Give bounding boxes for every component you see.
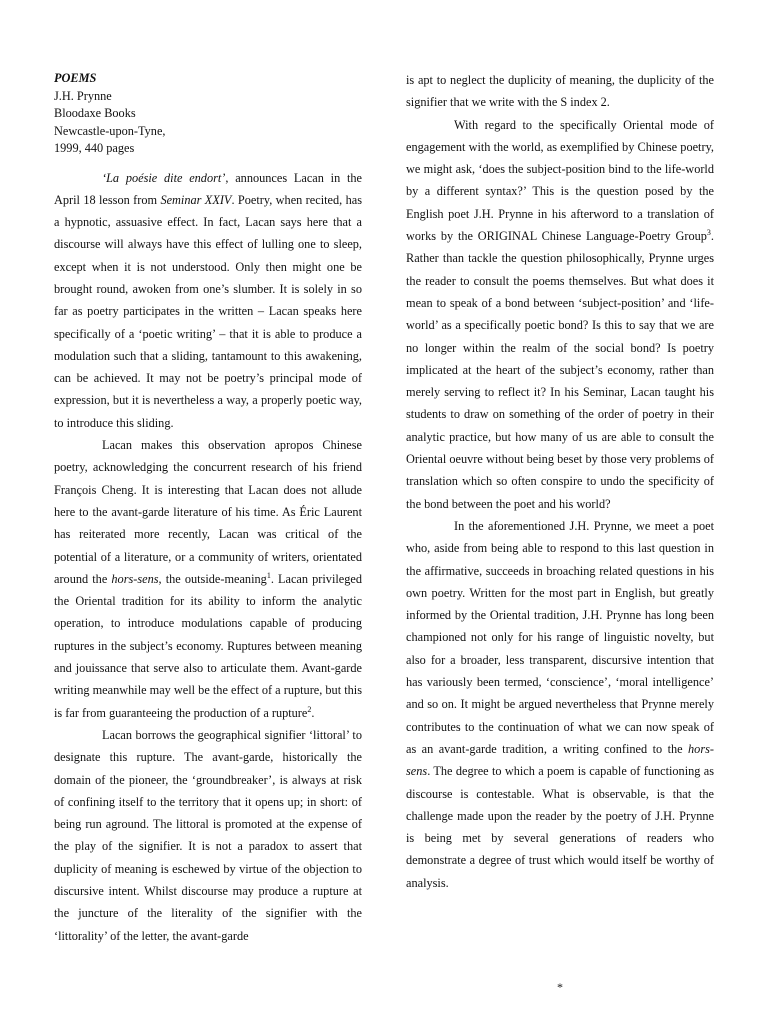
left-column: [54, 70, 362, 947]
paragraph-text: . Poetry, when recited, has a hypnotic, assuasive effect. In fact, Lacan says here that a discourse will always have this effect of lulling one to sleep, except when it is not understood. Only then might one be brought round, awoken from one’s slumber. It is solely in so far as poetry participates in the written – Lacan speaks here specifically of a ‘poetic writing’ – that it is able to produce a modulation such that a sliding, tantamount to this awakening, can be achieved. It may not be poetry’s principal mode of expression, but it is nevertheless a way, a properly poetic way, to introduce this sliding.: [54, 192, 362, 430]
italic-term: hors-sens: [111, 571, 159, 586]
paragraph: [54, 167, 362, 435]
paragraph: is apt to neglect the duplicity of meaning, the duplicity of the signifier that we write with the S index 2.: [406, 73, 714, 110]
paragraph-text: , announces Lacan in the April 18 lesson from: [54, 170, 362, 207]
book-details: 1999, 440 pages: [54, 141, 135, 155]
paragraph-text: . Lacan privileged the Oriental tradition for its ability to inform the analytic operation, to introduce modulations capable of producing ruptures in the subject’s economy. Ruptures between meaning and jouissance that serve also to articulate them. Avant-garde writing meanwhile may well be the effect of a rupture, but this is far from guaranteeing the production of a rupture: [54, 571, 362, 720]
paragraph: Lacan borrows the geographical signifier ‘littoral’ to designate this rupture. The avant-garde, historically the domain of the pioneer, the ‘groundbreaker’, is always at risk of confining itself to the territory that it opens up; in short: of being run aground. The littoral is promoted at the expense of the play of the signifier. It is not a paradox to assert that duplicity of meaning is eschewed by virtue of the objection to discursive intent. Whilst discourse may produce a rupture at the juncture of the literality of the signifier with the ‘littorality’ of the letter, the avant-garde: [54, 727, 362, 943]
italic-term: hors-sens: [406, 741, 714, 779]
paragraph-text: . The degree to which a poem is capable of functioning as discourse is contestable. What is observable, is that the challenge made upon the reader by the poetry of J.H. Prynne is being met by several generations of readers who demonstrate a degree of trust which would itself be worthy of analysis.: [406, 764, 714, 890]
book-title: POEMS: [54, 71, 97, 85]
book-header: [54, 70, 362, 158]
paragraph-text: In the aforementioned J.H. Prynne, we meet a poet who, aside from being able to respond to this last question in the affirmative, succeeds in broaching related questions in his own poetry. Written for the most part in English, but greatly informed by the Oriental tradition, J.H. Prynne has long been championed not only for his range of linguistic novelty, but also for a broader, less transparent, discursive intention that has variously been termed, ‘conscience’, ‘moral intelligence’ and so on. It might be argued nevertheless that Prynne merely contributes to the continuation of what we can now speak of as an avant-garde tradition, a writing confined to the: [406, 518, 714, 756]
paragraph-text: Lacan makes this observation apropos Chinese poetry, acknowledging the concurrent research of his friend François Cheng. It is interesting that Lacan does not allude here to the avant-garde literature of his time. As Éric Laurent has reiterated more recently, Lacan was critical of the potential of a literature, or a community of writers, orientated around the: [54, 438, 362, 586]
footnote-marker: 1: [266, 570, 271, 580]
section-separator: *: [557, 980, 563, 994]
footnote-marker: 3: [706, 227, 711, 237]
paragraph-text: . Rather than tackle the question philosophically, Prynne urges the reader to consult the poems themselves. But what does it mean to speak of a bond between ‘subject-position’ and ‘life-world’ as a specifically poetic bond? Is this to say that we are no longer within the realm of the social bond? Is poetry implicated at the heart of the subject’s economy, rather than merely serving to reflect it? In his Seminar, Lacan taught his students to draw on something of the order of poetry in their analytic practice, but how many of us are able to consult the Oriental oeuvre without being beset by those very problems of translation which so often conspire to undo the specificity of the bond between the poet and his world?: [406, 229, 714, 511]
quote-text: ‘La poésie dite endort’: [102, 170, 226, 185]
book-publisher: Bloodaxe Books: [54, 106, 136, 120]
footnote-marker: 2: [307, 704, 312, 714]
paragraph: [406, 515, 714, 894]
paragraph: [406, 114, 714, 515]
seminar-title: Seminar XXIV: [160, 192, 232, 207]
paragraph-text: , the outside-meaning: [158, 571, 267, 586]
paragraph-text: With regard to the specifically Oriental mode of engagement with the world, as exemplified by Chinese poetry, we might ask, ‘does the subject-position bind to the life-world by a different syntax?’ This is the question posed by the English poet J.H. Prynne in his afterword to a translation of works by the ORIGINAL Chinese Language-Poetry Group: [406, 117, 714, 244]
paragraph: [54, 434, 362, 724]
paragraph-text: .: [311, 705, 315, 720]
right-column: [406, 69, 714, 894]
book-author: J.H. Prynne: [54, 88, 112, 103]
book-place: Newcastle-upon-Tyne,: [54, 123, 166, 138]
